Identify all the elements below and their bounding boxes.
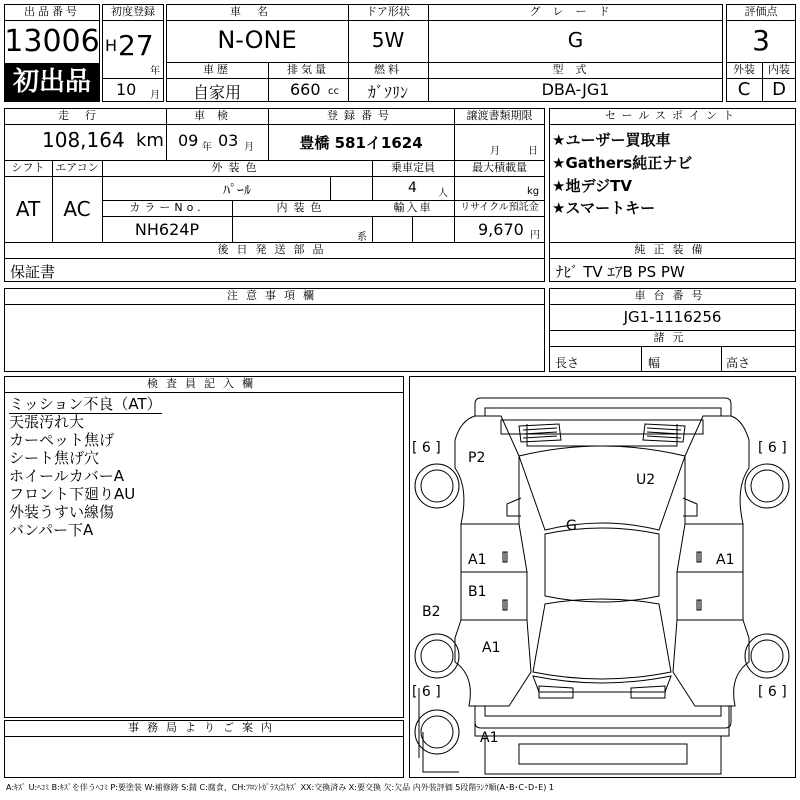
color-no: NH624P xyxy=(134,220,200,239)
registration-no: 豊橋 581イ1624 xyxy=(299,134,423,152)
mark-g: G xyxy=(566,518,577,534)
score-label: 評価点 xyxy=(744,5,778,18)
inspection-year: 09 xyxy=(178,131,199,150)
tire-rear-left xyxy=(415,634,459,678)
front-bumper xyxy=(475,398,731,416)
sales-point: ★ユーザー買取車 xyxy=(552,131,671,149)
door-label: ドア形状 xyxy=(366,5,410,18)
inspector-line: フロント下廻りAU xyxy=(9,485,136,503)
tire-depth-rear-right: [ 6 ] xyxy=(758,684,787,700)
tire-depth-rear-left: [ 6 ] xyxy=(412,684,441,700)
score: 3 xyxy=(752,24,770,57)
door: 5W xyxy=(371,28,405,52)
grade-label: グレード xyxy=(529,5,622,18)
grade: G xyxy=(567,28,584,52)
rear-door-right xyxy=(677,572,743,620)
lot-no: 13006 xyxy=(4,24,100,59)
windshield xyxy=(519,446,685,530)
recycle-fee: 9,670 xyxy=(478,220,524,239)
inspector-line: 天張汚れ大 xyxy=(9,413,85,431)
mark-b2: B2 xyxy=(422,604,441,620)
reg-month: 10 xyxy=(116,80,137,99)
sales-point: ★スマートキー xyxy=(552,199,656,217)
displacement: 660 xyxy=(290,80,321,99)
fuel: ｶﾞｿﾘﾝ xyxy=(367,83,408,102)
first-listing-badge: 初出品 xyxy=(5,64,99,101)
mark-b1: B1 xyxy=(468,584,487,600)
aircon: AC xyxy=(63,197,91,221)
inspector-line: シート焦げ穴 xyxy=(9,449,100,467)
era: H xyxy=(105,36,118,55)
ext-rating: C xyxy=(737,79,751,100)
mark-a1: A1 xyxy=(480,730,499,746)
rear-quarter-left xyxy=(455,620,531,706)
rear-gate xyxy=(533,676,671,692)
tire-rear-right xyxy=(745,634,789,678)
car-name: N-ONE xyxy=(217,26,297,54)
car-diagram xyxy=(409,376,796,778)
front-fender-left xyxy=(455,416,519,524)
first-reg-label: 初度登録 xyxy=(111,5,155,18)
shift: AT xyxy=(15,197,41,221)
inspector-line: カーペット焦げ xyxy=(9,431,115,449)
fuel-label: 燃料 xyxy=(374,63,402,76)
chassis-no: JG1-1116256 xyxy=(623,308,722,326)
capacity: 4 xyxy=(408,180,417,196)
later-parts: 保証書 xyxy=(10,263,56,281)
inspection-month: 03 xyxy=(218,131,239,150)
inspector-line: ホイールカバーA xyxy=(9,467,124,485)
history-label: 車歴 xyxy=(203,63,231,76)
equipment: ﾅﾋﾞ TV ｴｱB PS PW xyxy=(556,263,685,281)
legend: A:ｷｽﾞ U:ﾍｺﾐ B:ｷｽﾞを伴うﾍｺﾐ P:要塗装 W:補修跡 S:錆 C:腐食、CH:ﾌﾛﾝﾄｶﾞﾗｽ点ｷｽﾞ XX:交換済み X:要交換 欠:欠品 内外装評価 5段階ﾗﾝｸ順(A･B･C･D･E) 1 xyxy=(6,783,554,792)
model-label: 型式 xyxy=(552,63,599,76)
roof xyxy=(545,528,659,602)
car-name-label: 車名 xyxy=(230,5,284,18)
sales-point: ★Gathers純正ナビ xyxy=(552,154,693,172)
mileage: 108,164 xyxy=(42,128,125,152)
hood xyxy=(501,420,703,434)
exterior-color: ﾊﾟｰﾙ xyxy=(223,183,251,199)
front-fender-right xyxy=(685,416,749,524)
mark-u2: U2 xyxy=(636,472,656,488)
tire-depth-front-right: [ 6 ] xyxy=(758,440,787,456)
model: DBA-JG1 xyxy=(541,80,610,99)
lot-no-label: 出品番号 xyxy=(24,5,80,18)
tire-front-left xyxy=(415,464,459,508)
tire-depth-front-left: [ 6 ] xyxy=(412,440,441,456)
rear-window xyxy=(533,599,671,679)
mark-a1: A1 xyxy=(482,640,501,656)
tire-front-right xyxy=(745,464,789,508)
sales-point: ★地デジTV xyxy=(552,177,632,195)
displacement-label: 排気量 xyxy=(287,63,329,76)
int-rating: D xyxy=(772,79,786,100)
spare-tire xyxy=(415,710,459,754)
mark-p2: P2 xyxy=(468,450,486,466)
inspector-line: バンパー下A xyxy=(9,521,94,539)
rear-quarter-right xyxy=(673,620,749,706)
mark-a1: A1 xyxy=(716,552,735,568)
mark-a1: A1 xyxy=(468,552,487,568)
history: 自家用 xyxy=(192,83,241,102)
rear-bumper xyxy=(475,706,731,728)
reg-year: 27 xyxy=(118,29,154,62)
inspector-line: ミッション不良（AT） xyxy=(9,395,162,413)
inspector-line: 外装うすい線傷 xyxy=(9,503,115,521)
